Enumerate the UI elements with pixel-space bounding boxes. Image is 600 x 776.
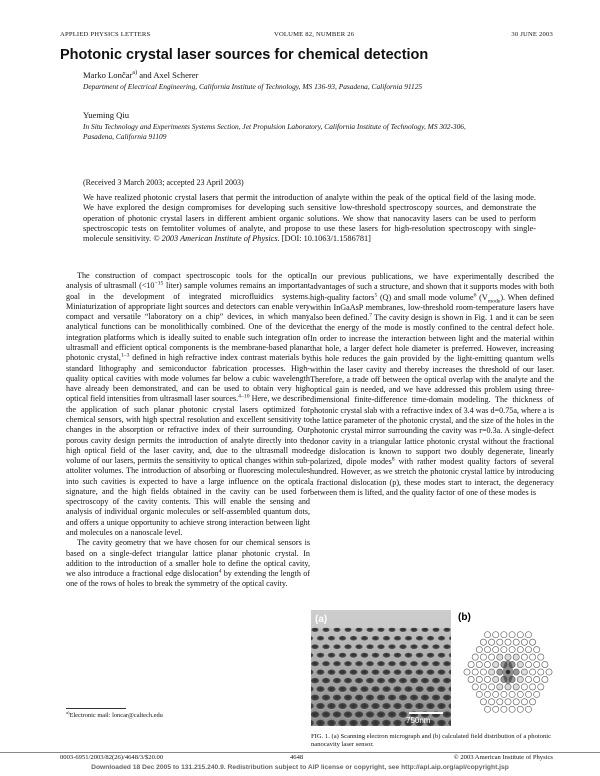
model-hole [493,706,499,712]
model-hole [534,691,540,697]
lattice-hole [415,670,423,676]
model-hole [525,632,531,638]
lattice-hole [432,678,440,684]
lattice-hole [405,653,413,659]
lattice-hole [382,670,390,676]
author-footnote-mark: a) [132,70,138,77]
model-hole [509,691,515,697]
lattice-hole [366,695,375,702]
lattice-hole [394,636,401,641]
lattice-hole [371,686,380,692]
model-hole [546,669,552,675]
subscript: mode [487,298,501,305]
author-scherer: and Axel Scherer [137,70,199,80]
text-run: ). When defined within InGaAsP membranes, low-threshold room-temperature lasers have also been defined. [310,292,554,323]
model-hole [497,684,503,690]
lattice-hole [432,644,440,649]
footer-divider [0,752,600,753]
model-hole [517,632,523,638]
lattice-hole [349,703,358,710]
model-hole [501,632,507,638]
text-run: The cavity design is shown in Fig. 1 and it can be seen that the energy of the mode is mostly confined to the central defect hole. In order to increase the interaction between light and the material within that hole, a larger defect hole diameter is preferred. However, increasing this hole reduces the gain provided by the light-emitting quantum wells within the laser cavity and thereby increases the threshold of our laser. Therefore, a trade off between the optical overlap with the analyte and the optical gain is needed, and we have addressed this problem using three-dimensional finite-difference time-domain modeling. The thickness of photonic crystal slab with a refractive index of 3.4 was d=0.75a, where a is the lattice parameter of the photonic crystal, and the size of the holes in the photonic crystal mirror surrounding the cavity was r=0.3a. A single-defect donor cavity in a triangular lattice photonic crystal without the fractional edge dislocation is known to support two doubly degenerate, linearly polarized, dipole modes [310,313,554,467]
text-run: liter) sample volumes remains an important goal in the development of integrated microfluidics systems. Miniaturization of appropriate light sources and detectors can enable very compact and versatile “laboratory on a chip” devices, in which many analytical functions can be monolithically combined. One of the device integration platforms which is ideally suited to enable such integration of ultrasmall and efficient optical components is the membrane-based planar photonic crystal, [66,281,310,363]
lattice-hole [399,628,406,633]
lattice-hole [343,711,352,718]
model-hole [505,639,511,645]
model-hole [468,661,474,667]
lattice-hole [316,686,325,692]
journal-date: 30 JUNE 2003 [511,31,553,38]
lattice-hole [311,695,319,702]
text-run: defined in high refractive index contrast materials by standard lithography and semiconductor fabrication processes. High-quality optical cavities with mode volumes far below a cubic wavelength have already been demonstrated, and can be used to obtain very high optical field intensities from ultrasmall laser sources. [66,353,311,404]
lattice-hole [371,703,380,710]
model-hole [501,647,507,653]
text-run: Here, we describe the application of such planar photonic crystal lasers optimized for chemical sensors, with high spectral resolution and excellent sensitivity to changes in the absorption or refractive index of their surrounding. Our porous cavity design permits the introduction of analyte directly into the high optical field of the laser cavity, and, due to the ultrasmall mode volume of our lasers, permits the sensitivity to optical changes within sub-attoliter volumes. The introduction of absorbing or fluorescing molecules into such cavities is expected to have a large influence on the optical signature, and the high fields obtained in the cavity can be used for spectroscopy of the cavity contents. This will enable the sensing and analysis of individual organic molecules or self-assembled quantum dots, and offers a unique opportunity to achieve strong interaction between light and molecules on a nanoscale level. [66,394,311,538]
lattice-hole [377,628,384,633]
model-hole [497,699,503,705]
lattice-hole [426,686,435,692]
lattice-hole [421,678,429,684]
model-hole [525,706,531,712]
model-hole [534,661,540,667]
model-hole [493,632,499,638]
text-run: In our previous publications, we have experimentally described the advantages of such a structure, and shown that it supports modes with both high-quality factors [310,272,554,302]
model-hole [489,684,495,690]
lattice-hole [426,703,435,710]
lattice-hole [437,686,446,692]
model-hole [476,647,482,653]
model-hole [513,654,519,660]
lattice-hole [344,644,352,649]
model-hole [513,669,519,675]
lattice-hole [376,711,385,718]
lattice-hole [366,644,374,649]
lattice-hole [322,695,331,702]
lattice-hole [394,653,402,659]
lattice-hole [366,678,374,684]
lattice-hole [316,670,324,676]
citation: 6 [473,291,477,298]
model-hole [480,684,486,690]
abstract-doi: [DOI: 10.1063/1.1586781] [281,234,371,244]
model-hole [521,639,527,645]
lattice-hole [393,670,401,676]
author-loncar: Marko Lončar [83,70,133,80]
lattice-hole [332,711,341,718]
lattice-hole [404,703,413,710]
lattice-hole [361,653,369,659]
model-hole [525,647,531,653]
page-number: 4648 [290,754,304,761]
model-hole [493,647,499,653]
model-hole [472,669,478,675]
lattice-hole [333,628,340,633]
lattice-hole [360,703,369,710]
model-hole [521,699,527,705]
model-hole [525,676,531,682]
model-hole [505,654,511,660]
citation: 1–3 [120,352,130,359]
lattice-hole [350,653,358,659]
model-hole [530,669,536,675]
model-hole [489,699,495,705]
lattice-hole [438,653,446,659]
lattice-hole [399,644,407,649]
lattice-hole [311,644,319,649]
model-hole [493,661,499,667]
lattice-hole [443,661,451,667]
model-hole [464,669,470,675]
model-hole [517,706,523,712]
authors-line-1 [83,70,198,80]
model-hole [489,654,495,660]
lattice-hole [371,670,379,676]
model-hole [538,669,544,675]
download-notice: Downloaded 18 Dec 2005 to 131.215.240.9. Redistribution subject to AIP license or copyright, see http://apl.aip.org/apl/copyright.jsp [91,764,509,771]
field-distribution [456,610,555,726]
lattice-hole [388,644,396,649]
lattice-hole [388,695,397,702]
lattice-hole [443,695,451,702]
received-dates: (Received 3 March 2003; accepted 23 April 2003) [83,178,244,187]
lattice-hole [415,686,424,692]
lattice-hole [354,711,363,718]
lattice-hole [388,661,396,667]
lattice-hole [437,703,446,710]
lattice-hole [377,678,385,684]
footnote [66,709,163,719]
lattice-hole [404,686,413,692]
lattice-hole [437,670,445,676]
model-hole [521,669,527,675]
text-run: The construction of compact spectroscopic tools for the optical analysis of ultrasmall (<10 [66,271,310,291]
lattice-hole [383,653,391,659]
model-hole [513,699,519,705]
lattice-hole [333,661,341,667]
lattice-hole [311,661,319,667]
lattice-hole [338,670,346,676]
citation: 5 [374,291,378,298]
lattice-hole [415,703,424,710]
lattice-hole [338,686,347,692]
model-hole [501,706,507,712]
lattice-hole [404,670,412,676]
lattice-hole [416,636,423,641]
model-hole [525,661,531,667]
lattice-hole [321,711,330,718]
lattice-hole [432,628,439,633]
lattice-hole [328,636,335,641]
text-run: (V [476,292,488,302]
model-hole [530,699,536,705]
lattice-hole [421,661,429,667]
lattice-hole [405,636,412,641]
affiliation-caltech: Department of Electrical Engineering, California Institute of Technology, MS 136-93, Pasadena, California 91125 [83,82,423,91]
model-hole [493,676,499,682]
lattice-hole [311,628,318,633]
abstract [83,193,536,245]
model-hole [517,661,523,667]
lattice-hole [377,661,385,667]
lattice-hole [338,703,347,710]
lattice-hole [410,678,418,684]
sem-image [311,610,451,726]
lattice-hole [344,628,351,633]
body-column-left [66,271,310,590]
lattice-hole [382,686,391,692]
lattice-hole [399,695,408,702]
lattice-hole [421,644,429,649]
lattice-hole [393,703,402,710]
lattice-hole [399,678,407,684]
lattice-hole [339,653,347,659]
lattice-hole [410,695,419,702]
footnote-text: Electronic mail: loncar@caltech.edu [69,712,163,719]
model-hole [517,676,523,682]
lattice-hole [322,644,330,649]
model-hole [489,669,495,675]
figure-1 [311,610,555,726]
paragraph-1 [66,271,310,538]
lattice-hole [377,695,386,702]
model-hole [484,632,490,638]
text-run: The cavity geometry that we have chosen for our chemical sensors is based on a single-defect triangular lattice planar photonic crystal. In addition to the introduction of a smaller hole to define the optical cavity, we also introduce a fractional edge dislocation [66,538,310,579]
model-hole [484,676,490,682]
model-hole [476,691,482,697]
model-hole [472,684,478,690]
lattice-hole [317,653,325,659]
lattice-hole [443,644,451,649]
lattice-hole [349,686,358,692]
paragraph-2 [66,538,310,589]
lattice-hole [355,628,362,633]
model-hole [530,639,536,645]
model-hole [509,706,515,712]
model-hole [530,654,536,660]
lattice-hole [416,653,424,659]
lattice-hole [317,636,324,641]
model-hole [538,654,544,660]
lattice-hole [355,695,364,702]
model-hole [521,654,527,660]
model-hole [493,691,499,697]
lattice-hole [443,678,451,684]
model-hole [517,647,523,653]
lattice-hole [361,636,368,641]
journal-volume: VOLUME 82, NUMBER 26 [274,31,355,38]
lattice-hole [316,703,325,710]
lattice-hole [432,661,440,667]
figure-label-b: (b) [458,612,471,623]
sem-micrograph [311,610,451,726]
lattice-hole [366,661,374,667]
model-hole [521,684,527,690]
lattice-hole [427,653,435,659]
model-hole [468,676,474,682]
model-hole [530,684,536,690]
lattice-hole [344,661,352,667]
body-column-right [310,272,554,498]
model-hole [517,691,523,697]
model-hole [472,654,478,660]
model-hole [497,669,503,675]
model-hole [542,661,548,667]
model-hole [505,684,511,690]
model-hole [538,684,544,690]
lattice-hole [410,661,418,667]
model-hole [484,647,490,653]
model-hole [509,647,515,653]
lattice-hole [322,678,330,684]
model-hole [484,691,490,697]
exponent: −15 [154,280,164,287]
model-hole [534,647,540,653]
authors-line-2: Yueming Qiu [83,110,130,120]
abstract-copyright: © 2003 American Institute of Physics. [153,234,280,244]
lattice-hole [349,670,357,676]
model-hole [480,654,486,660]
lattice-hole [350,636,357,641]
model-hole [480,699,486,705]
lattice-hole [333,695,342,702]
lattice-hole [355,661,363,667]
affiliation-jpl: In Situ Technology and Experiments Systems Section, Jet Propulsion Laboratory, California Institute of Technology, MS 302-306, Pasadena, California 91109 [83,122,466,141]
footnote-mark: a) [66,709,70,715]
citation: 4–10 [238,393,250,400]
model-hole [480,669,486,675]
figure-label-a: (a) [315,614,328,625]
lattice-hole [427,636,434,641]
field-distribution-image [456,610,555,726]
lattice-hole [387,711,396,718]
lattice-hole [327,703,336,710]
figure-caption: FIG. 1. (a) Scanning electron micrograph and (b) calculated field distribution of a photonic nanocavity laser sensor. [311,733,552,748]
lattice-hole [382,703,391,710]
lattice-hole [421,628,428,633]
model-hole [484,706,490,712]
field-lobe [503,660,513,684]
lattice-hole [399,661,407,667]
model-hole [509,632,515,638]
citation: 7 [369,312,373,319]
model-hole [476,676,482,682]
lattice-hole [438,636,445,641]
lattice-hole [322,661,330,667]
model-hole [480,639,486,645]
lattice-hole [410,628,417,633]
lattice-hole [344,678,352,684]
model-hole [542,676,548,682]
footnote-divider [66,708,126,709]
model-hole [497,639,503,645]
lattice-hole [421,695,430,702]
lattice-hole [388,678,396,684]
model-hole [476,661,482,667]
model-hole [505,699,511,705]
lattice-hole [311,678,319,684]
lattice-hole [322,628,329,633]
lattice-hole [328,653,336,659]
footer-issn: 0003-6951/2003/82(26)/4648/3/$20.00 [60,754,164,761]
lattice-hole [355,644,363,649]
model-hole [534,676,540,682]
paragraph-3 [310,272,554,498]
lattice-hole [344,695,353,702]
lattice-hole [366,628,373,633]
lattice-hole [393,686,402,692]
model-hole [513,639,519,645]
paper-title: Photonic crystal laser sources for chemical detection [60,47,429,63]
lattice-hole [365,711,374,718]
text-run: with rather modest quality factors of several hundred. However, as we stretch the photonic crystal lattice by introducing a fractional dislocation (p), these modes start to interact, the degeneracy between them is lifted, and the quality factor of one of these modes is [310,457,554,497]
lattice-hole [432,695,441,702]
lattice-hole [372,653,380,659]
lattice-hole [327,686,336,692]
model-hole [484,661,490,667]
lattice-hole [360,670,368,676]
lattice-hole [443,628,450,633]
model-hole [525,691,531,697]
model-hole [513,684,519,690]
journal-name: APPLIED PHYSICS LETTERS [60,31,151,38]
citation: 4 [218,568,222,575]
model-hole [489,639,495,645]
lattice-hole [388,628,395,633]
text-run: by extending the length of one of the rows of holes to break the symmetry of the optical cavity. [66,569,310,589]
lattice-hole [333,678,341,684]
model-hole [497,654,503,660]
text-run: (Q) and small mode volume [377,292,474,302]
citation: 8 [391,456,395,463]
lattice-hole [360,686,369,692]
lattice-hole [410,644,418,649]
lattice-hole [372,636,379,641]
lattice-hole [339,636,346,641]
lattice-hole [327,670,335,676]
abstract-text: We have realized photonic crystal lasers that permit the introduction of analyte within the peak of the optical field of the lasing mode. We have explored the design compromises for developing such sensitive low-threshold spectroscopy sources, and demonstrate the operation of photonic crystal lasers in different ambient organic solutions. We show that nanocavity lasers can be used to perform spectroscopic tests on femtoliter volumes of analyte, and propose to use these lasers for high-resolution spectroscopy with single-molecule sensitivity. [83,193,536,244]
lattice-hole [355,678,363,684]
scale-bar-label: 750nm [406,716,431,725]
lattice-hole [426,670,434,676]
lattice-hole [383,636,390,641]
footer-copyright: © 2003 American Institute of Physics [453,754,553,761]
model-hole [501,691,507,697]
lattice-hole [377,644,385,649]
lattice-hole [333,644,341,649]
